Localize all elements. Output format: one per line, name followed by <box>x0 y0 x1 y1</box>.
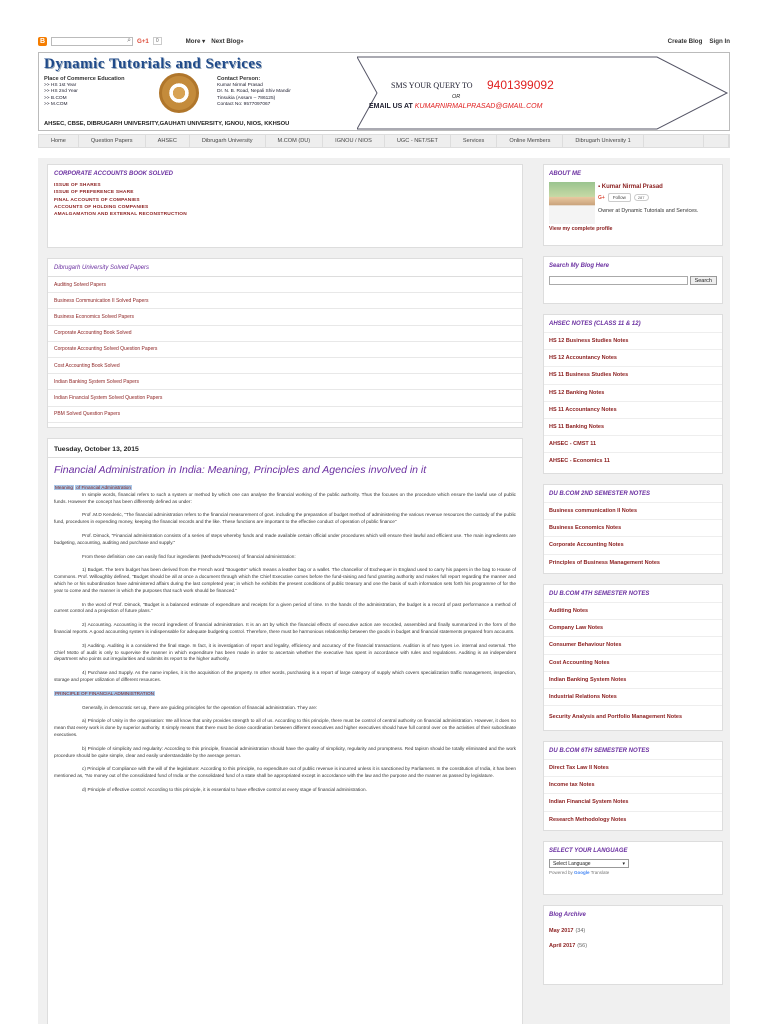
follow-row <box>598 193 698 202</box>
du-solved-papers-widget <box>47 258 523 428</box>
navbar-search-input[interactable] <box>51 37 133 46</box>
header-banner[interactable] <box>38 52 730 131</box>
follower-count: 287 <box>634 194 649 201</box>
post-paragraph <box>54 554 516 561</box>
paragraph-text: b) Principle of simplicity and regularity: According to this principle, financial administration should have the quality of simplicity, regularity and promptness. Red tapism should be totally eliminated and the work procedure should be quite simple, clear and easily understandable by the average person. <box>54 745 516 758</box>
list-item[interactable]: Indian Banking System Notes <box>544 671 722 688</box>
list-item[interactable]: HS 12 Business Studies Notes <box>544 332 722 349</box>
contact-line: Contact No: 9577097067 <box>217 101 271 107</box>
list-item[interactable]: FINAL ACCOUNTS OF COMPANIES <box>54 197 140 203</box>
phone-number: 9401399092 <box>487 78 554 92</box>
widget-title: Search My Blog Here <box>549 263 610 269</box>
paragraph-text: From these definition one can easily find four ingredients (Methods/Process) of financial administration: <box>82 553 296 559</box>
google-logo: Google <box>574 870 590 875</box>
view-profile-link[interactable]: View my complete profile <box>549 226 613 232</box>
contact-heading: Contact Person: <box>217 76 261 82</box>
list-item[interactable]: Auditing Solved Papers <box>48 277 522 293</box>
list-item[interactable]: ACCOUNTS OF HOLDING COMPANIES <box>54 204 149 210</box>
list-item[interactable]: PBM Solved Question Papers <box>48 407 522 423</box>
list-item[interactable]: Business Communication II Solved Papers <box>48 293 522 309</box>
or-text: OR <box>452 94 461 100</box>
post-paragraph <box>54 567 516 594</box>
education-heading: Place of Commerce Education <box>44 76 125 82</box>
site-title: Dynamic Tutorials and Services <box>44 56 262 72</box>
gplus-icon: G+ <box>598 194 605 201</box>
dropdown-arrow-icon: ▾ <box>622 860 625 867</box>
list-item[interactable]: Corporate Accounting Book Solved <box>48 326 522 342</box>
list-item[interactable]: Cost Accounting Book Solved <box>48 358 522 374</box>
archive-item[interactable]: April 2017 (56) <box>549 942 588 949</box>
widget-title: DU B.COM 4TH SEMESTER NOTES <box>549 591 650 597</box>
sidebar <box>543 164 723 995</box>
list-item[interactable]: Direct Tax Law II Notes <box>544 759 722 776</box>
post-paragraph <box>54 643 516 663</box>
language-widget <box>543 841 723 895</box>
page-tabs <box>38 134 730 148</box>
gplus-button[interactable]: G+1 <box>137 37 149 45</box>
education-item: >> B.COM <box>44 95 67 101</box>
about-details <box>598 182 698 224</box>
paragraph-text: In the word of Prof. Dimock, "Budget is a balanced estimate of expenditure and receipts for a given period of time. In the hands of the administration, the budget is a record of past performance a method of current control and a projection of future plans." <box>54 601 516 614</box>
paragraph-text: Generally, in democratic set up, there are guiding principles for the operation of financial administration. They are: <box>82 704 318 710</box>
about-content <box>544 182 722 226</box>
post-paragraph <box>54 691 516 698</box>
tab-question-papers[interactable]: Question Papers <box>79 135 146 147</box>
search-widget <box>543 256 723 304</box>
list-item[interactable]: Research Methodology Notes <box>544 811 722 828</box>
email-label: EMAIL US AT <box>369 103 413 110</box>
list-item[interactable]: AMALGAMATION AND EXTERNAL RECONSTRUCTION <box>54 212 187 218</box>
post-date: Tuesday, October 13, 2015 <box>48 439 522 458</box>
tab-ugc-net-set[interactable]: UGC - NET/SET <box>385 135 451 147</box>
list-item[interactable]: Consumer Behaviour Notes <box>544 636 722 653</box>
list-item[interactable]: Auditing Notes <box>544 602 722 619</box>
powered-by: Powered by Google Translate <box>549 870 610 875</box>
list-item[interactable]: Corporate Accounting Solved Question Papers <box>48 342 522 358</box>
contact-list <box>217 76 291 108</box>
profile-description: Owner at Dynamic Tutorials and Services. <box>598 208 699 214</box>
list-item[interactable]: Business communication II Notes <box>544 502 722 519</box>
post-paragraph <box>54 602 516 616</box>
list-item[interactable]: Principles of Business Management Notes <box>544 554 722 571</box>
more-menu[interactable]: More ▾ <box>185 37 206 45</box>
contact-line: Kumar Nirmal Prasad <box>217 83 263 89</box>
follow-button[interactable]: Follow <box>608 193 631 202</box>
education-list <box>44 76 125 108</box>
language-form <box>544 859 722 882</box>
tab-home[interactable]: Home <box>39 135 79 147</box>
widget-title: Blog Archive <box>549 912 586 918</box>
blogger-logo-icon[interactable]: B <box>39 37 46 45</box>
sign-in-link[interactable]: Sign In <box>709 37 730 45</box>
main-column <box>47 164 523 1024</box>
education-item: >> HS 2nd Year <box>44 89 78 95</box>
widget-title: ABOUT ME <box>549 171 581 177</box>
tab-mcom-du[interactable]: M.COM (DU) <box>266 135 324 147</box>
list-item[interactable]: Indian Banking System Solved Papers <box>48 374 522 390</box>
profile-photo[interactable] <box>549 182 595 224</box>
list-item[interactable]: Industrial Relations Notes <box>544 688 722 705</box>
post-title[interactable]: Financial Administration in India: Meaning, Principles and Agencies involved in it <box>54 464 427 476</box>
bcom-4th-sem-widget <box>543 584 723 731</box>
tab-ignou-nios[interactable]: IGNOU / NIOS <box>323 135 385 147</box>
principle-heading: PRINCIPLE OF FINANCIAL ADMINISTRATION <box>55 690 154 696</box>
post-paragraph <box>54 485 516 505</box>
post-paragraph <box>54 512 516 526</box>
list-item[interactable]: Indian Financial System Solved Question Papers <box>48 390 522 406</box>
blog-archive-widget <box>543 905 723 985</box>
widget-title: AHSEC NOTES (CLASS 11 & 12) <box>549 321 641 327</box>
list-item[interactable]: Business Economics Notes <box>544 519 722 536</box>
post-paragraph <box>54 766 516 780</box>
contact-line: Dr. N. B. Road, Nepali Shiv Mandir <box>217 89 291 95</box>
archive-count: (56) <box>577 942 588 949</box>
widget-title: DU B.COM 6TH SEMESTER NOTES <box>549 748 650 754</box>
list-item[interactable]: Corporate Accounting Notes <box>544 536 722 553</box>
translate-link[interactable]: Translate <box>590 870 610 875</box>
paragraph-text: a) Principle of Unity in the organisation: We all know that unity provides strength to all of us. According to this principle, there must be control of central authority on financial administration. However, it does no mean that every work is done by superior authority. It simply means that there must be close coordination between different executives and higher executives should have full control over on the activities of their subordinate executives. <box>54 718 516 737</box>
tab-services[interactable]: Services <box>451 135 497 147</box>
search-form <box>544 274 722 293</box>
sms-text: SMS YOUR QUERY TO <box>391 81 473 90</box>
widget-title: SELECT YOUR LANGUAGE <box>549 848 628 854</box>
search-icon[interactable]: ⌕ <box>127 36 131 44</box>
list-item[interactable]: Cost Accounting Notes <box>544 654 722 671</box>
contact-line: Tinsukia (Assam – 786125) <box>217 95 276 101</box>
post-paragraph <box>54 670 516 684</box>
paragraph-text: 1) Budget. The term budget has been derived from the French word "Bougette" which means a leather bag or a wallet. The chancellor of Exchequer in England used to carry his papers in the bag to House of Commons. Prof. Willoughby defined, "Budget should be all at once a document through which the Chief Executive comes before the fund-raising and fund granting authority and makes full report regarding the manner and which he or his subordination have administered affairs during the last completed year; in which he exhibits the present conditions of public treasury and one the basis of such information sets forth his programme of for the year to come and the manner in which the purposes that such work should be financed." <box>54 567 516 593</box>
list-item[interactable]: Income tax Notes <box>544 776 722 793</box>
search-button[interactable]: Search <box>690 276 717 285</box>
list-item[interactable]: Company Law Notes <box>544 619 722 636</box>
corporate-accounts-widget <box>47 164 523 248</box>
create-blog-link[interactable]: Create Blog <box>667 37 703 45</box>
widget-title: CORPORATE ACCOUNTS BOOK SOLVED <box>54 171 174 177</box>
list-item[interactable]: Business Economics Solved Papers <box>48 309 522 325</box>
affiliations-text: AHSEC, CBSE, DIBRUGARH UNIVERSITY,GAUHATI UNIVERSITY, IGNOU, NIOS, KKHSOU <box>44 121 290 127</box>
list-item[interactable]: Indian Financial System Notes <box>544 793 722 810</box>
blog-search-input[interactable] <box>549 276 688 285</box>
meaning-heading: of Financial Administration <box>76 485 132 490</box>
post-paragraph <box>54 533 516 547</box>
tab-ahsec[interactable]: AHSEC <box>146 135 190 147</box>
post-paragraph <box>54 746 516 760</box>
list-item[interactable]: HS 12 Banking Notes <box>544 384 722 401</box>
bcom-6th-sem-widget <box>543 741 723 831</box>
list-item[interactable]: HS 12 Accountancy Notes <box>544 349 722 366</box>
email-address: KUMARNIRMALPRASAD@GMAIL.COM <box>414 103 543 110</box>
archive-count: (34) <box>575 927 586 934</box>
education-item: >> HS 1st Year <box>44 83 77 89</box>
post-paragraph <box>54 787 516 794</box>
bcom-2nd-sem-widget <box>543 484 723 574</box>
about-me-widget <box>543 164 723 246</box>
widget-title: DU B.COM 2ND SEMESTER NOTES <box>549 491 651 497</box>
archive-item[interactable]: May 2017 (34) <box>549 927 586 934</box>
list-item[interactable]: AHSEC - Economics 11 <box>544 452 722 469</box>
blogger-navbar <box>0 34 768 48</box>
list-item[interactable]: Security Analysis and Portfolio Management Notes <box>544 705 722 727</box>
list-item[interactable]: HS 11 Banking Notes <box>544 418 722 435</box>
list-item[interactable]: ISSUE OF SHARES <box>54 183 101 188</box>
widget-title: Dibrugarh University Solved Papers <box>48 259 522 277</box>
list-item[interactable]: ISSUE OF PREFERENCE SHARE <box>54 190 134 196</box>
paragraph-text: 3) Auditing. Auditing is a considered the final stage. In fact, it is investigation of report and legality, efficiency and accuracy of the financial transactions. Audition is of two types i.e. internal and external. The Chief Motto of audit is only to supervise the manner in which expenditure has been made in order to ascertain whether the executive has spent in accordance with rules and regulations. Auditing is an independent department who points out irregularities and submits its report to the higher authority. <box>54 642 516 662</box>
paragraph-text: d) Principle of effective control: According to this principle, it is essential to have effective control at every stage of financial administration. <box>82 786 367 792</box>
next-blog-link[interactable]: Next Blog» <box>211 37 244 45</box>
tab-dibrugarh-university[interactable]: Dibrugarh University <box>190 135 266 147</box>
post-paragraph <box>54 622 516 636</box>
post-paragraph <box>54 705 516 712</box>
tab-dibrugarh-university-1[interactable]: Dibrugarh University 1 <box>563 135 643 147</box>
list-item[interactable]: HS 11 Accountancy Notes <box>544 401 722 418</box>
profile-name[interactable]: ▪ Kumar Nirmal Prasad <box>598 184 663 190</box>
tab-online-members[interactable]: Online Members <box>497 135 563 147</box>
blog-post <box>47 438 523 1024</box>
paragraph-text: 4) Purchase and Supply. As the name implies, it is the acquisition of the property. In other words, purchasing is a report of large category of supply which covers specialization traffic management, inspection, storage and proper utilization of different resources. <box>54 670 516 682</box>
banner-arrow-shape <box>357 53 730 131</box>
paragraph-text: Prof. Dimock, "Financial administration consists of a series of steps whereby funds and made available certain official under procedures which will ensure their lawful and efficient use. The main ingredients are budgeting, accounting, auditing and purchase and supply." <box>54 532 516 545</box>
gplus-count: 0 <box>153 37 162 45</box>
language-select[interactable]: Select Language ▾ <box>549 859 629 868</box>
education-item: >> M.COM <box>44 101 68 107</box>
meaning-label: Meaning <box>55 485 73 490</box>
post-paragraph <box>54 718 516 738</box>
header-left <box>39 53 349 131</box>
list-item[interactable]: AHSEC - CMST 11 <box>544 435 722 452</box>
list-item[interactable]: HS 11 Business Studies Notes <box>544 366 722 383</box>
paragraph-text: 2) Accounting. Accounting is the record ingredient of financial administration. It is an art by which the financial effects of executive action are recorded, assembled and finally summarized in the form of the financial reports. A good accounting system is indispensable for adequate budgeting control. Therefore, there must be harmonious relationship between the goods in budget and financial statements prepared from accounts. <box>54 622 516 634</box>
ahsec-notes-widget <box>543 314 723 474</box>
chakra-logo-icon <box>159 73 199 113</box>
paragraph-text: Prof .M.D Kenderic, "The financial administration refers to the financial measurement of govt. including the preparation of budget method of administering the various revenue resources the custody of the public fund, procedures in expending money, keeping the financial records and the like. These functions are important to the effective conduct of operation of public finance" <box>54 512 516 525</box>
paragraph-text: c) Principle of Compliance with the will of the legislature: According to this principle, no expenditure out of public revenue is incurred unless it is sanctioned by Parliament. In the constitution of India, it has been mentioned as, "No money out of the consolidated fund of India or the consolidated fund of a state shall be appropriated except in accordance with the law and the purpose and the manner as passed by legislature. <box>54 766 516 779</box>
email-text <box>369 103 542 110</box>
paragraph-text: In simple words, financial refers to such a system or method by which one can analyse the financial working of the public authority. Thus the focuses on the procedure which ensure the lawful use of public funds. However the concept has been differently defined as under: <box>54 491 516 504</box>
tab-overflow[interactable] <box>703 135 729 147</box>
